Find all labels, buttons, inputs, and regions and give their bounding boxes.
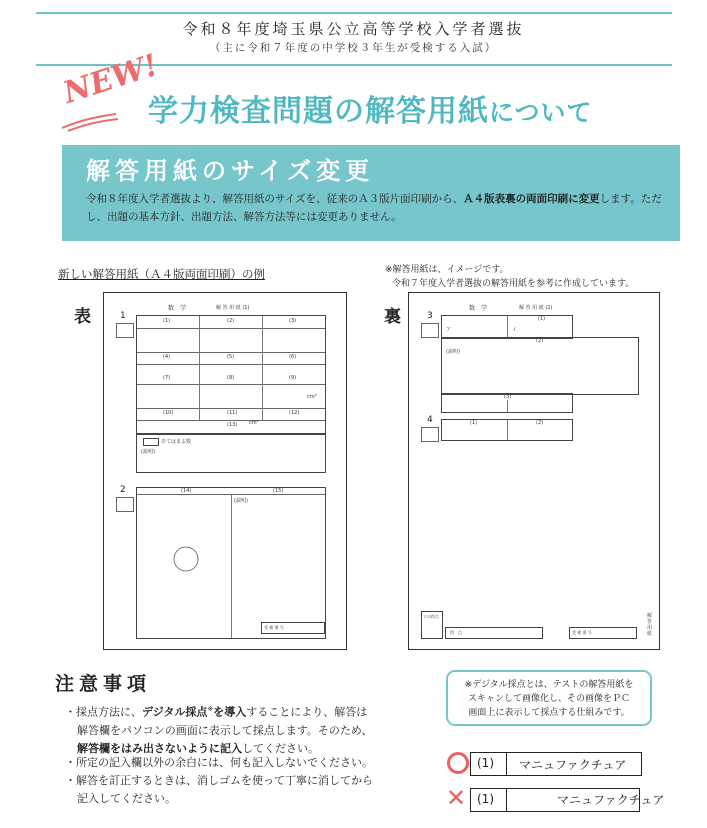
unit-label: cm³	[307, 394, 317, 400]
back-q4-number: 4	[427, 415, 433, 425]
back-q4-row	[441, 419, 573, 441]
cell-label: (3)	[504, 394, 512, 400]
back-q4-score-box	[421, 427, 439, 442]
cell-label: (1)	[163, 318, 171, 324]
back-score-column	[421, 611, 443, 639]
back-label: 裏	[384, 307, 401, 327]
front-exam-number-box	[261, 622, 325, 634]
page-title-main: 学力検査問題の解答用紙	[148, 94, 489, 129]
cell-label: (8)	[227, 375, 235, 381]
cell-label: (1)	[470, 420, 478, 426]
note-1-d: することにより、解答は	[246, 705, 368, 719]
front-q2-score-box	[116, 497, 134, 512]
cell-label: (2)	[227, 318, 235, 324]
front-q1-grid	[136, 315, 326, 435]
score-label: １の得点	[423, 614, 439, 619]
example-caption: 新しい解答用紙（Ａ４版両面印刷）の例	[58, 267, 265, 281]
cell-label: (15)	[273, 488, 284, 494]
answer-a: ア	[446, 327, 452, 333]
image-note-1: ※解答用紙は、イメージです。	[385, 265, 509, 275]
note-1-digital: デジタル採点	[142, 705, 208, 719]
bad-example-text: マニュファクチュア	[557, 793, 665, 807]
front-q1-number: 1	[120, 311, 126, 321]
note-1-a: ・採点方法に、	[65, 705, 142, 719]
front-q1-explain	[136, 433, 326, 473]
note-1-g: してください。	[242, 741, 319, 755]
front-q2-explain-label: (説明)	[234, 498, 248, 504]
back-answer-sheet	[408, 292, 660, 650]
back-subject: 数 学	[469, 305, 488, 312]
answer-i: イ	[512, 327, 518, 333]
cell-label: (12)	[289, 410, 300, 416]
back-q3-score-box	[421, 323, 439, 338]
banner-text-bold: Ａ４版表裏の両面印刷に変更	[463, 193, 600, 205]
good-example-text: マニュファクチュア	[519, 758, 627, 772]
front-subject: 数 学	[168, 305, 187, 312]
cell-label: (7)	[163, 375, 171, 381]
cell-label: (10)	[163, 410, 174, 416]
front-q2-area	[136, 487, 326, 639]
front-sheet-title: 解 答 用 紙 (1)	[216, 305, 250, 311]
digital-line-3: 画面上に表示して採点する仕組みです。	[468, 708, 630, 718]
front-label: 表	[74, 307, 91, 327]
cell-label: (3)	[289, 318, 297, 324]
back-score-box	[445, 627, 543, 639]
new-swash-icon	[60, 112, 120, 132]
good-example-number: (1)	[477, 756, 494, 770]
cell-label: (4)	[163, 354, 171, 360]
unit-label: cm²	[249, 420, 259, 426]
digital-line-1: ※デジタル採点とは、テストの解答用紙を	[464, 680, 634, 690]
image-note-2: 令和７年度入学者選抜の解答用紙を参考に作成しています。	[392, 279, 635, 289]
back-explain-label: (説明)	[446, 349, 460, 355]
cell-label: (2)	[536, 338, 544, 344]
page-title-suffix: について	[489, 98, 593, 127]
exam-subtitle: （主に令和７年度の中学校３年生が受検する入試）	[209, 42, 498, 54]
back-q3-row2	[441, 393, 573, 413]
back-q3-explain	[441, 337, 639, 395]
cell-label: (2)	[536, 420, 544, 426]
banner-text-1: 令和８年度入学者選抜より、解答用紙のサイズを、従来のＡ３版片面印刷から、	[86, 193, 464, 205]
front-explain-label: (説明)	[141, 449, 155, 455]
note-1-e: 解答欄をパソコンの画面に表示して採点します。そのため、	[77, 723, 373, 737]
note-3-a: ・解答を訂正するときは、消しゴムを使って丁寧に消してから	[65, 774, 373, 787]
back-vertical-label: 解答用紙	[647, 613, 653, 637]
wrong-cross-icon: ✕	[446, 784, 467, 812]
cell-label: (1)	[538, 316, 546, 322]
note-1-sup: ※	[207, 705, 214, 713]
digital-scoring-note	[446, 670, 652, 726]
banner-text-2: します。ただし、出題の基本方針、出題方法、解答方法等には変更ありません。	[86, 193, 662, 223]
note-1-introduce: を導入	[213, 705, 247, 719]
digital-line-2: スキャンして画像化し、その画像をＰＣ	[467, 694, 630, 704]
note-3	[65, 772, 435, 808]
correct-circle-icon	[447, 752, 469, 774]
back-q3-number: 3	[427, 311, 433, 321]
cell-label: (11)	[227, 410, 238, 416]
bad-example-number: (1)	[477, 792, 494, 806]
front-q1-score-box	[116, 323, 134, 338]
cell-label: (13)	[227, 422, 238, 428]
banner-title: 解答用紙のサイズ変更	[86, 157, 375, 185]
page-title	[148, 86, 593, 130]
score-text: 得 点	[450, 630, 462, 635]
cell-label: (6)	[289, 354, 297, 360]
exam-number-label: 受 検 番 号	[264, 625, 284, 630]
back-exam-number-box	[569, 627, 637, 639]
front-q2-number: 2	[120, 485, 126, 495]
circle-figure-icon	[171, 544, 201, 574]
note-1	[65, 700, 435, 758]
exam-title: 令和８年度埼玉県公立高等学校入学者選抜	[182, 20, 525, 38]
back-sheet-title: 解 答 用 紙 (2)	[519, 305, 553, 311]
front-answer-sheet	[103, 292, 347, 650]
notes-title: 注意事項	[55, 673, 152, 695]
new-badge: NEW!	[59, 47, 163, 111]
cell-label: (9)	[289, 375, 297, 381]
header-top-rule	[36, 12, 672, 14]
exam-number-label: 受 検 番 号	[572, 630, 592, 635]
note-1-f: 解答欄をはみ出さないように記入	[77, 741, 242, 755]
back-q3-row	[441, 315, 573, 339]
note-3-b: 記入してください。	[77, 792, 176, 805]
good-example-box	[470, 752, 642, 776]
cell-label: (5)	[227, 354, 235, 360]
note-2: ・所定の記入欄以外の余白には、何も記入しないでください。	[65, 756, 373, 769]
front-fill-label: あてはまる数	[161, 439, 192, 445]
cell-label: (14)	[181, 488, 192, 494]
banner-text	[86, 190, 671, 226]
